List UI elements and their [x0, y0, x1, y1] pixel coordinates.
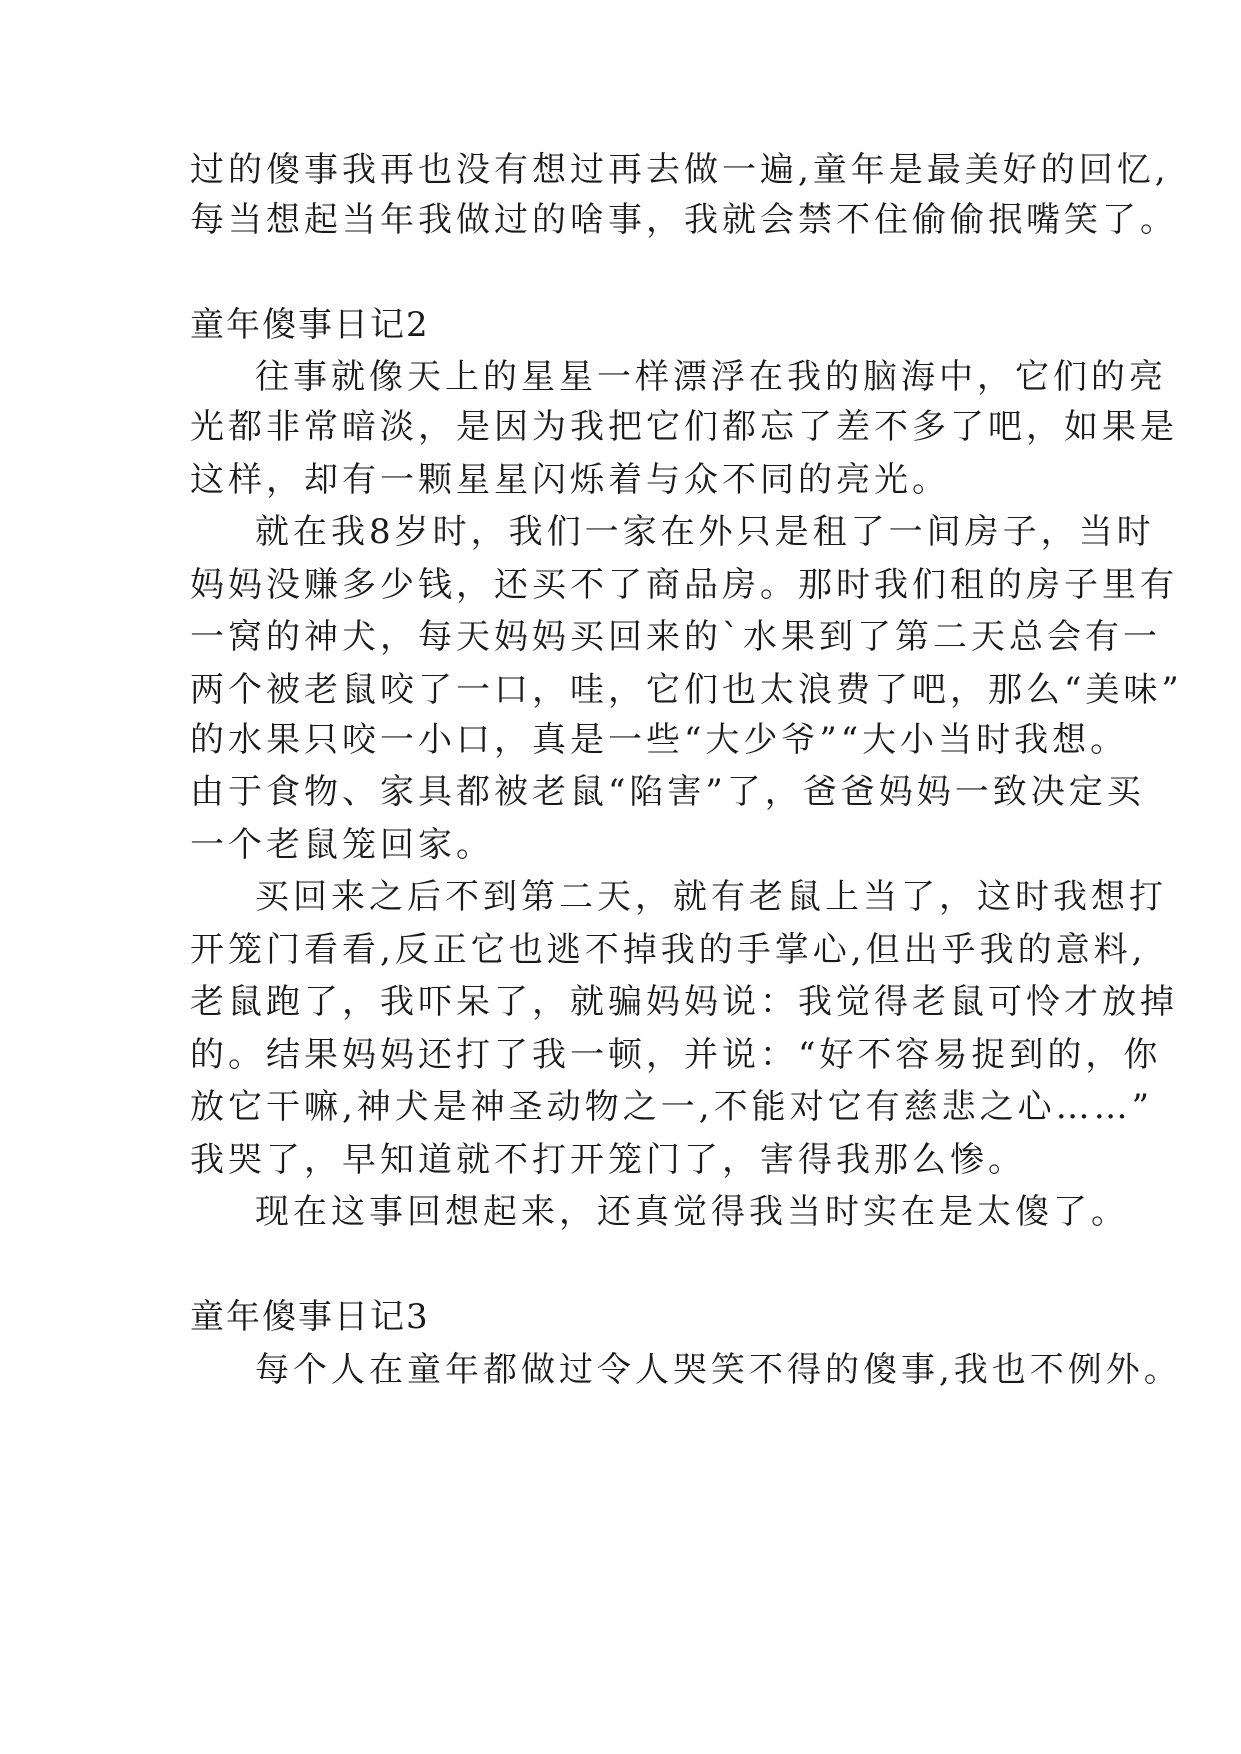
section-heading: 童年傻事日记3: [190, 1297, 430, 1337]
text-line: 开笼门看看,反正它也逃不掉我的手掌心,但出乎我的意料,: [190, 930, 1147, 970]
text-line: 每当想起当年我做过的啥事，我就会禁不住偷偷抿嘴笑了。: [190, 200, 1178, 240]
text-line: 的。结果妈妈还打了我一顿，并说：“好不容易捉到的，你: [190, 1035, 1162, 1075]
text-line: 这样，却有一颗星星闪烁着与众不同的亮光。: [190, 460, 950, 500]
text-line: 每个人在童年都做过令人哭笑不得的傻事,我也不例外。: [255, 1350, 1182, 1390]
text-line: 我哭了，早知道就不打开笼门了，害得我那么惨。: [190, 1140, 1026, 1180]
text-line: 现在这事回想起来，还真觉得我当时实在是太傻了。: [255, 1192, 1129, 1232]
text-line: 由于食物、家具都被老鼠“陷害”了，爸爸妈妈一致决定买: [190, 772, 1145, 812]
text-line: 的水果只咬一小口，真是一些“大少爷”“大小当时我想。: [190, 720, 1129, 760]
text-line: 一窝的神犬，每天妈妈买回来的`水果到了第二天总会有一: [190, 617, 1161, 657]
text-line: 老鼠跑了，我吓呆了，就骗妈妈说：我觉得老鼠可怜才放掉: [190, 982, 1178, 1022]
text-line: 买回来之后不到第二天，就有老鼠上当了，这时我想打: [255, 877, 1167, 917]
text-line: 就在我8岁时，我们一家在外只是租了一间房子，当时: [255, 512, 1155, 552]
text-line: 放它干嘛,神犬是神圣动物之一,不能对它有慈悲之心……”: [190, 1087, 1153, 1127]
text-line: 两个被老鼠咬了一口，哇，它们也太浪费了吧，那么“美味”: [190, 670, 1183, 710]
text-line: 光都非常暗淡，是因为我把它们都忘了差不多了吧，如果是: [190, 407, 1178, 447]
text-line: 过的傻事我再也没有想过再去做一遍,童年是最美好的回忆,: [190, 150, 1170, 190]
text-line: 一个老鼠笼回家。: [190, 825, 494, 865]
text-line: 往事就像天上的星星一样漂浮在我的脑海中，它们的亮: [255, 357, 1167, 397]
section-heading: 童年傻事日记2: [190, 305, 430, 345]
text-line: 妈妈没赚多少钱，还买不了商品房。那时我们租的房子里有: [190, 565, 1178, 605]
